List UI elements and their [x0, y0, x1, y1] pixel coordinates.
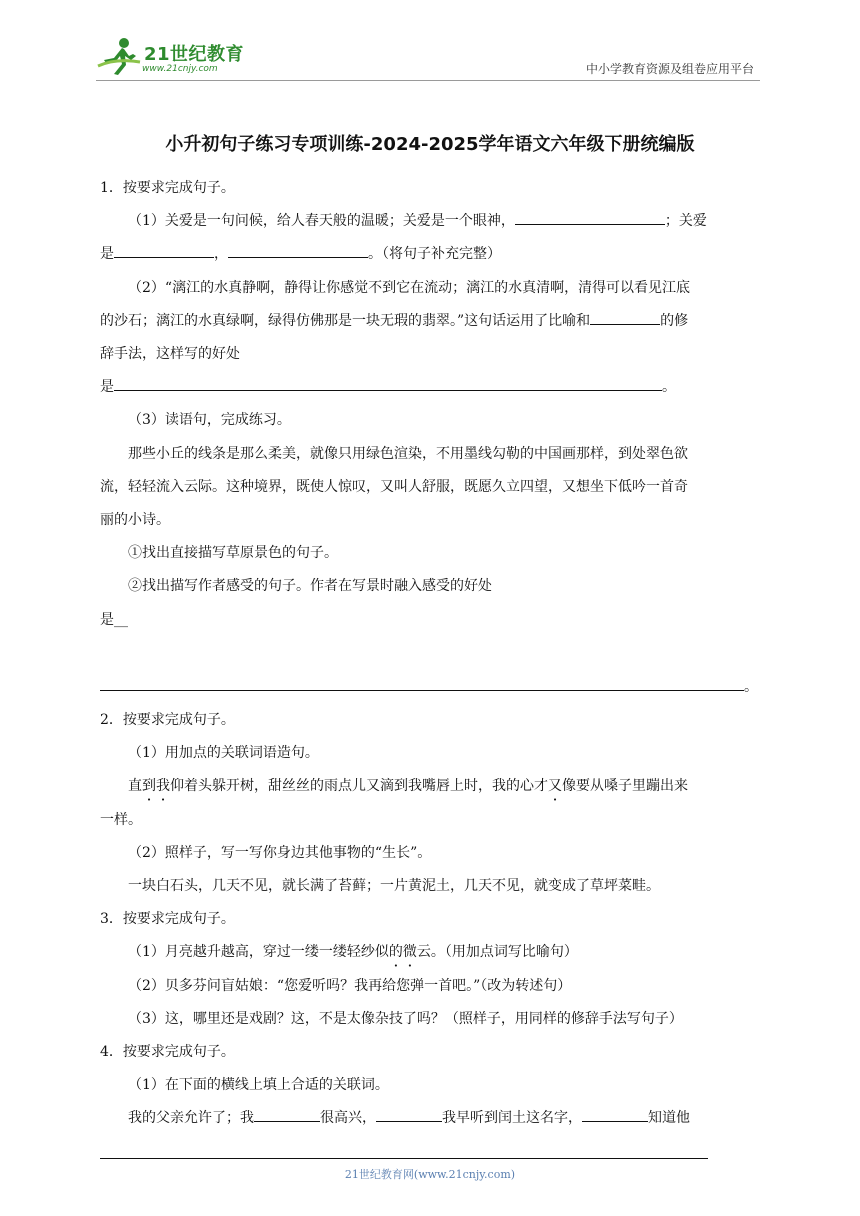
text: 我的父亲允许了；我	[128, 1110, 254, 1127]
text: 是	[100, 379, 114, 396]
exercise-content	[100, 172, 762, 1136]
q2-item1: （1）用加点的关联词语造句。	[128, 745, 319, 762]
passage-line1: 那些小丘的线条是那么柔美，就像只用绿色渲染，不用墨线勾勒的中国画那样，到处翠色欲	[128, 445, 688, 462]
text: 微云。（用加点词写比喻句）	[402, 944, 578, 961]
q2-example-cont: 一样。	[100, 811, 142, 828]
passage-line2: 流，轻轻流入云际。这种境界，既使人惊叹，又叫人舒服，既愿久立四望，又想坐下低吟一首奇	[100, 478, 688, 495]
q4-item1: （1）在下面的横线上填上合适的关联词。	[128, 1077, 389, 1094]
text: （1）关爱是一句问候，给人春天般的温暖；关爱是一个眼神，	[128, 213, 515, 230]
logo	[96, 34, 266, 78]
text: ，	[214, 246, 228, 263]
answer-blank[interactable]	[376, 1106, 442, 1122]
logo-text: 21世纪教育	[144, 44, 245, 65]
dotted-char: 到	[142, 778, 156, 795]
dotted-char: 的	[388, 944, 403, 961]
text: 知道他	[648, 1110, 690, 1127]
text: 的沙石；漓江的水真绿啊，绿得仿佛那是一块无瑕的翡翠。”这句话运用了比喻和	[100, 312, 591, 329]
q1-answer-line	[100, 670, 762, 704]
q3-item3: （3）这，哪里还是戏剧？这，不是太像杂技了吗？（照样子，用同样的修辞手法写句子）	[128, 1010, 683, 1027]
answer-blank[interactable]	[114, 242, 214, 258]
q1-heading: 1．按要求完成句子。	[100, 180, 235, 196]
q4-heading: 4．按要求完成句子。	[100, 1044, 235, 1061]
q1-item3-sub2-answer: 是__	[100, 611, 128, 628]
text: 我早听到闰土这名字，	[442, 1110, 582, 1127]
answer-blank[interactable]	[114, 375, 662, 391]
logo-url: www.21cnjy.com	[142, 64, 218, 74]
q1-item2-cont2: 辞手法，这样写的好处	[100, 346, 240, 363]
answer-blank[interactable]	[590, 308, 660, 324]
answer-blank[interactable]	[100, 670, 744, 691]
answer-blank[interactable]	[254, 1106, 320, 1122]
document-title: 小升初句子练习专项训练-2024-2025学年语文六年级下册统编版	[165, 134, 695, 155]
text: 。	[662, 379, 676, 396]
q1-item3-heading: （3）读语句，完成练习。	[128, 412, 291, 429]
text: ；关爱	[664, 213, 707, 230]
answer-blank[interactable]	[228, 242, 368, 258]
q1-item3-sub1: ①找出直接描写草原景色的句子。	[128, 545, 338, 562]
dotted-char: 才	[534, 778, 548, 795]
dotted-char: 直	[128, 778, 142, 795]
runner-logo-icon	[96, 36, 142, 76]
answer-blank[interactable]	[582, 1106, 648, 1122]
text: （1）月亮越升越高，穿过一缕一缕轻纱	[128, 944, 375, 961]
q1-item1	[100, 205, 762, 238]
page-footer: 21世纪教育网(www.21cnjy.com)	[344, 1168, 516, 1181]
q1-item3-sub2: ②找出描写作者感受的句子。作者在写景时融入感受的好处	[128, 578, 492, 595]
text: 是	[100, 246, 114, 263]
footer-divider	[100, 1158, 708, 1159]
answer-blank[interactable]	[515, 209, 665, 225]
text: 又像要从嗓子里蹦出来	[548, 778, 688, 795]
text: 我仰着头躲开树，甜丝丝的雨点儿又滴到我嘴唇上时，我的心	[156, 778, 534, 795]
text: 。（将句子补充完整）	[368, 246, 501, 263]
q1-item2: （2）“漓江的水真静啊，静得让你感觉不到它在流动；漓江的水真清啊，清得可以看见江底	[128, 279, 691, 296]
q2-item2: （2）照样子，写一写你身边其他事物的“生长”。	[128, 844, 432, 861]
text: 的修	[660, 312, 689, 329]
q1-item1-cont	[100, 238, 762, 271]
text: 。	[744, 678, 758, 695]
text: 很高兴，	[320, 1110, 376, 1127]
q3-item2: （2）贝多芬问盲姑娘：“您爱听吗？我再给您弹一首吧。”（改为转述句）	[128, 977, 572, 994]
q2-item2-example: 一块白石头，几天不见，就长满了苔藓；一片黄泥土，几天不见，就变成了草坪菜畦。	[128, 878, 660, 895]
dotted-char: 似	[374, 944, 389, 961]
q2-heading: 2．按要求完成句子。	[100, 712, 235, 729]
q1-item2-cont	[100, 305, 762, 338]
spacer	[100, 637, 762, 670]
page-header	[96, 34, 760, 81]
q4-item1-sentence	[100, 1102, 762, 1135]
q1-item2-answer	[100, 371, 762, 404]
platform-name: 中小学教育资源及组卷应用平台	[585, 62, 754, 76]
q2-example	[100, 770, 762, 803]
passage-line3: 丽的小诗。	[100, 512, 170, 529]
q3-item1	[100, 936, 762, 969]
q3-heading: 3．按要求完成句子。	[100, 911, 235, 928]
